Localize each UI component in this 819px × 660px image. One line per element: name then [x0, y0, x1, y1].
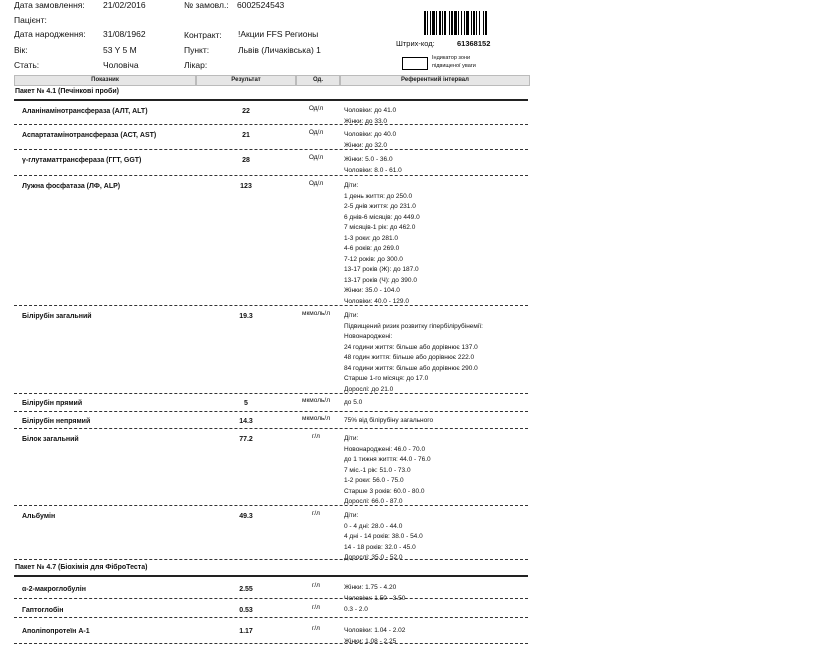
- test-reference: [344, 130, 396, 151]
- package-title: Пакет № 4.7 (Біохімія для ФіброТеста): [15, 564, 148, 571]
- test-result: 123: [240, 183, 252, 190]
- reference-line: Дорослі: до 21.0: [344, 385, 394, 393]
- reference-line: Новонароджені: 46.0 - 70.0: [344, 445, 426, 453]
- attention-indicator-box: [402, 57, 428, 70]
- package-title: Пакет № 4.1 (Печінкові проби): [15, 88, 119, 95]
- contract-label: Контракт:: [184, 30, 222, 40]
- reference-line: 7 місяців-1 рік: до 462.0: [344, 224, 416, 231]
- test-name: Білірубін прямий: [22, 400, 83, 407]
- test-reference: [344, 398, 362, 409]
- reference-line: 1-2 роки: 56.0 - 75.0: [344, 477, 404, 484]
- reference-line: Діти:: [344, 435, 359, 442]
- reference-line: 6 днів-6 місяців: до 449.0: [344, 213, 420, 221]
- test-result: 2.55: [239, 586, 253, 593]
- package-divider: [14, 99, 528, 101]
- reference-line: Чоловіки: до 41.0: [344, 107, 397, 114]
- contract-value: !Акции FFS Регионы: [238, 29, 319, 39]
- reference-line: 2-5 днів життя: до 231.0: [344, 203, 416, 210]
- column-header-reference: Референтний інтервал: [340, 75, 530, 86]
- side-microprint: [0, 110, 14, 660]
- reference-line: 0 - 4 дні: 28.0 - 44.0: [344, 522, 403, 530]
- order-date-label: Дата замовлення:: [14, 0, 85, 10]
- point-value: Львів (Личаківська) 1: [238, 45, 321, 55]
- test-reference: [344, 416, 433, 427]
- reference-line: 4 дні - 14 років: 38.0 - 54.0: [344, 533, 423, 540]
- reference-line: до 1 тижня життя: 44.0 - 76.0: [344, 456, 431, 463]
- order-date-value: 21/02/2016: [103, 0, 146, 10]
- reference-line: Дорослі: 35.0 - 52.0: [344, 554, 403, 561]
- test-result: 28: [242, 157, 250, 164]
- test-unit: г/л: [312, 510, 320, 517]
- attention-indicator-label: [432, 54, 476, 70]
- patient-label: Пацієнт:: [14, 15, 47, 25]
- reference-line: 7-12 років: до 300.0: [344, 255, 403, 263]
- test-name: Гаптоглобін: [22, 607, 64, 614]
- birth-date-label: Дата народження:: [14, 29, 86, 39]
- test-name: Альбумін: [22, 513, 56, 520]
- row-divider: [14, 617, 528, 618]
- test-reference: [344, 311, 483, 395]
- reference-line: до 5.0: [344, 399, 363, 406]
- test-result: 19.3: [239, 313, 253, 320]
- test-name: γ-глутаматтрансфераза (ГГТ, GGT): [22, 157, 142, 164]
- barcode-number: 61368152: [457, 39, 491, 48]
- test-name: α-2-макроглобулін: [22, 586, 86, 593]
- column-header-result: Результат: [196, 75, 296, 86]
- column-header-name: Показник: [14, 75, 196, 86]
- test-result: 49.3: [239, 513, 253, 520]
- test-reference: [344, 583, 405, 604]
- reference-line: Чоловіки: 8.0 - 61.0: [344, 166, 402, 174]
- doctor-label: Лікар:: [184, 60, 208, 70]
- reference-line: Діти:: [344, 312, 359, 319]
- row-divider: [14, 149, 528, 150]
- reference-line: Старше 3 років: 60.0 - 80.0: [344, 487, 425, 495]
- order-number-label: № замовл.:: [184, 0, 229, 10]
- reference-line: 7 міс.-1 рік: 51.0 - 73.0: [344, 466, 411, 474]
- row-divider: [14, 124, 528, 125]
- sex-label: Стать:: [14, 60, 40, 70]
- reference-line: Жінки: до 33.0: [344, 117, 387, 125]
- indicator-line-2: підвищеної уваги: [432, 63, 476, 69]
- age-value: 53 Y 5 M: [103, 45, 137, 55]
- row-divider: [14, 305, 528, 306]
- reference-line: Діти:: [344, 182, 359, 189]
- reference-line: Старше 1-го місяця: до 17.0: [344, 375, 429, 382]
- reference-line: 75% від білірубіну загального: [344, 417, 434, 424]
- indicator-line-1: Індикатор зони: [432, 55, 471, 61]
- test-unit: г/л: [312, 604, 320, 611]
- test-result: 5: [244, 400, 248, 407]
- reference-line: Чоловіки: 1.04 - 2.02: [344, 627, 406, 634]
- reference-line: Чоловіки: 1.50 - 3.50: [344, 594, 406, 602]
- reference-line: Жінки: 35.0 - 104.0: [344, 287, 400, 294]
- reference-line: Чоловіки: 40.0 - 129.0: [344, 297, 409, 305]
- test-name: Білірубін непрямий: [22, 418, 91, 425]
- test-name: Аланінамінотрансфераза (АЛТ, ALT): [22, 108, 148, 115]
- test-name: Білірубін загальний: [22, 313, 92, 320]
- age-label: Вік:: [14, 45, 28, 55]
- test-result: 14.3: [239, 418, 253, 425]
- test-result: 22: [242, 108, 250, 115]
- reference-line: 4-6 років: до 269.0: [344, 245, 400, 252]
- test-reference: [344, 155, 402, 176]
- row-divider: [14, 505, 528, 506]
- row-divider: [14, 598, 528, 599]
- test-reference: [344, 605, 368, 616]
- row-divider: [14, 643, 528, 644]
- reference-line: Діти:: [344, 512, 359, 519]
- reference-line: 84 години життя: більше або дорівнює 290.0: [344, 364, 478, 372]
- test-unit: Од/л: [308, 154, 324, 161]
- reference-line: Жінки: 1.08 - 2.25: [344, 637, 397, 645]
- reference-line: Дорослі: 66.0 - 87.0: [344, 498, 403, 505]
- barcode-image: [424, 11, 496, 35]
- row-divider: [14, 559, 528, 560]
- test-unit: г/л: [312, 625, 320, 632]
- column-header-unit: Од.: [296, 75, 340, 86]
- row-divider: [14, 428, 528, 429]
- reference-line: 14 - 18 років: 32.0 - 45.0: [344, 543, 416, 551]
- test-reference: [344, 434, 431, 508]
- test-name: Аполіпопротеїн А-1: [22, 628, 90, 635]
- order-number-value: 6002524543: [237, 0, 285, 10]
- test-unit: Од/л: [308, 129, 324, 136]
- reference-line: 13-17 років (Ж): до 187.0: [344, 266, 419, 273]
- test-result: 77.2: [239, 436, 253, 443]
- test-name: Аспартатамінотрансфераза (АСТ, AST): [22, 132, 157, 139]
- reference-line: 1-3 роки: до 281.0: [344, 234, 398, 242]
- row-divider: [14, 393, 528, 394]
- reference-line: 24 години життя: більше або дорівнює 137.0: [344, 343, 478, 351]
- birth-date-value: 31/08/1962: [103, 29, 146, 39]
- test-unit: г/л: [312, 582, 320, 589]
- test-unit: г/л: [312, 433, 320, 440]
- row-divider: [14, 411, 528, 412]
- reference-line: 0.3 - 2.0: [344, 606, 368, 613]
- test-unit: мкмоль/л: [301, 310, 331, 317]
- reference-line: Жінки: 1.75 - 4.20: [344, 584, 397, 591]
- package-divider: [14, 575, 528, 577]
- test-result: 1.17: [239, 628, 253, 635]
- test-name: Лужна фосфатаза (ЛФ, ALP): [22, 183, 121, 190]
- reference-line: 48 годин життя: більше або дорівнює 222.0: [344, 354, 475, 361]
- reference-line: Жінки: 5.0 - 36.0: [344, 156, 393, 163]
- test-unit: Од/л: [308, 105, 324, 112]
- barcode-gap: [487, 11, 489, 35]
- test-reference: [344, 181, 420, 307]
- test-unit: Од/л: [308, 180, 324, 187]
- test-result: 0.53: [239, 607, 253, 614]
- test-reference: [344, 511, 423, 564]
- test-result: 21: [242, 132, 250, 139]
- reference-line: Підвищений ризик розвитку гіпербілірубінемії:: [344, 322, 483, 330]
- test-unit: мкмоль/л: [301, 415, 331, 422]
- test-unit: мкмоль/л: [301, 397, 331, 404]
- reference-line: 13-17 років (Ч): до 390.0: [344, 276, 417, 284]
- row-divider: [14, 175, 528, 176]
- test-name: Білок загальний: [22, 436, 79, 443]
- reference-line: 1 день життя: до 250.0: [344, 192, 413, 200]
- sex-value: Чоловіча: [103, 60, 139, 70]
- point-label: Пункт:: [184, 45, 210, 55]
- reference-line: Новонароджені:: [344, 333, 393, 340]
- barcode-label: Штрих-код:: [396, 39, 435, 48]
- reference-line: Чоловіки: до 40.0: [344, 131, 397, 138]
- reference-line: Жінки: до 32.0: [344, 141, 387, 149]
